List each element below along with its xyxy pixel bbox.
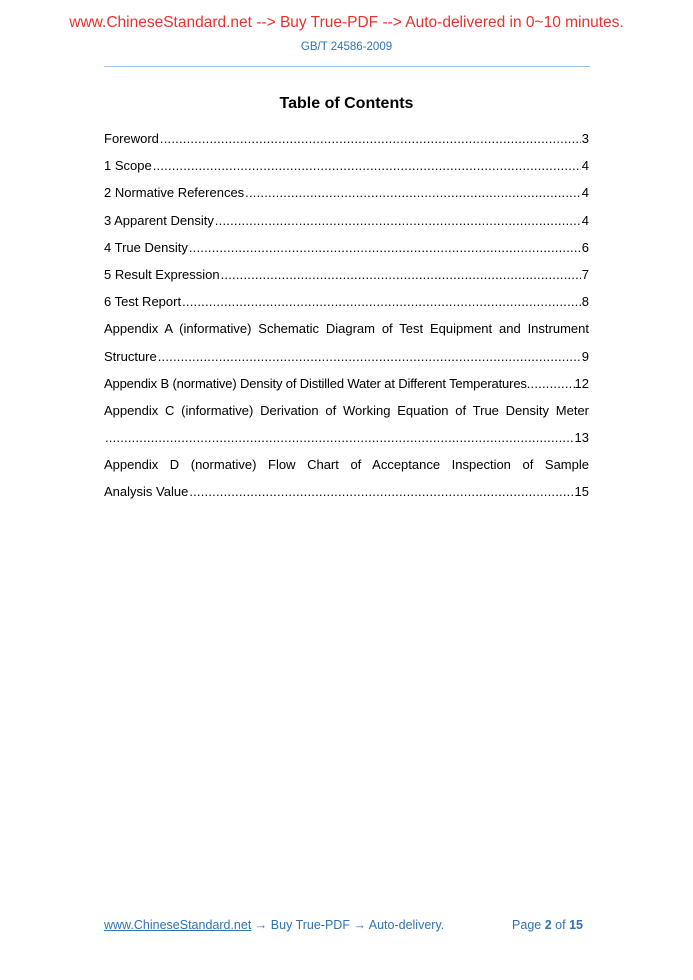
footer-site-link[interactable]: www.ChineseStandard.net bbox=[104, 918, 252, 932]
toc-entry-label: Appendix D (normative) Flow Chart of Acceptance Inspection of Sample bbox=[104, 457, 589, 473]
toc-entry-label: 4 True Density bbox=[104, 239, 188, 255]
page-footer bbox=[104, 918, 589, 932]
toc-entry-label: Structure bbox=[104, 348, 157, 364]
toc-entry-label: 6 Test Report bbox=[104, 294, 182, 310]
toc-leader-dots bbox=[153, 152, 581, 179]
page-title: Table of Contents bbox=[279, 95, 414, 112]
toc-leader-dots bbox=[215, 207, 581, 234]
arrow-right-icon: → bbox=[353, 918, 366, 932]
toc-entry-label: 1 Scope bbox=[104, 158, 152, 174]
toc-entry-page: 3 bbox=[581, 131, 589, 146]
toc-entry-page: 4 bbox=[581, 158, 589, 174]
toc-entry-appendix-a-line2[interactable] bbox=[104, 343, 589, 370]
toc-leader-dots bbox=[160, 125, 581, 152]
toc-entry-page: 8 bbox=[581, 294, 589, 310]
page-total: 15 bbox=[569, 918, 583, 932]
toc-entry-label: 3 Apparent Density bbox=[104, 212, 214, 228]
toc-leader-dots bbox=[221, 261, 581, 288]
toc-entry-appendix-a-line1[interactable] bbox=[104, 315, 589, 342]
arrow-right-icon: → bbox=[254, 918, 268, 932]
toc-entry-label: Appendix A (informative) Schematic Diagram of Test Equipment and Instrument bbox=[104, 321, 589, 337]
toc-entry-true-density[interactable] bbox=[104, 234, 589, 261]
footer-buy-text: Buy True-PDF bbox=[270, 918, 350, 932]
toc-leader-dots bbox=[527, 370, 575, 397]
toc-entry-label: Appendix C (informative) Derivation of Working Equation of True Density Meter bbox=[104, 402, 589, 418]
page-indicator bbox=[512, 918, 583, 932]
toc-entry-foreword[interactable] bbox=[104, 125, 589, 152]
toc-entry-label: 2 Normative References bbox=[104, 185, 245, 201]
toc-entry-appendix-d-line2[interactable] bbox=[104, 478, 589, 505]
toc-entry-label: 5 Result Expression bbox=[104, 266, 220, 282]
standard-code: GB/T 24586-2009 bbox=[300, 41, 393, 53]
toc-entry-page: 4 bbox=[581, 185, 589, 201]
toc-entry-label: Appendix B (normative) Density of Distilled Water at Different Temperatures bbox=[104, 375, 527, 391]
toc-entry-appendix-c-line1[interactable] bbox=[104, 397, 589, 424]
toc-entry-label: Analysis Value bbox=[104, 484, 189, 500]
toc-entry-normative-references[interactable] bbox=[104, 179, 589, 206]
toc-entry-apparent-density[interactable] bbox=[104, 207, 589, 234]
toc-entry-page: 12 bbox=[574, 375, 589, 391]
of-word: of bbox=[555, 918, 566, 932]
toc-leader-dots bbox=[245, 179, 581, 206]
toc-entry-appendix-c-line2[interactable] bbox=[104, 424, 589, 451]
toc-leader-dots bbox=[105, 424, 574, 451]
page-current: 2 bbox=[544, 918, 552, 932]
toc-entry-page: 13 bbox=[574, 430, 589, 446]
toc-entry-page: 7 bbox=[581, 266, 589, 282]
toc-entry-result-expression[interactable] bbox=[104, 261, 589, 288]
footer-delivery-text: Auto-delivery. bbox=[368, 918, 445, 932]
toc-entry-test-report[interactable] bbox=[104, 288, 589, 315]
toc-leader-dots bbox=[158, 343, 581, 370]
header-divider bbox=[104, 66, 590, 67]
toc-entry-appendix-d-line1[interactable] bbox=[104, 451, 589, 478]
toc-entry-page: 9 bbox=[581, 348, 589, 364]
table-of-contents bbox=[104, 125, 589, 506]
toc-leader-dots bbox=[182, 288, 581, 315]
toc-entry-label: Foreword bbox=[104, 131, 159, 146]
toc-entry-appendix-b[interactable] bbox=[104, 370, 589, 397]
toc-entry-page: 4 bbox=[581, 212, 589, 228]
toc-entry-scope[interactable] bbox=[104, 152, 589, 179]
page-word: Page bbox=[512, 918, 542, 932]
promo-banner[interactable]: www.ChineseStandard.net --> Buy True-PDF --> Auto-delivered in 0~10 minutes. bbox=[69, 14, 624, 31]
toc-entry-page: 6 bbox=[581, 239, 589, 255]
toc-leader-dots bbox=[189, 234, 581, 261]
toc-entry-page: 15 bbox=[574, 484, 589, 500]
toc-leader-dots bbox=[189, 478, 573, 505]
